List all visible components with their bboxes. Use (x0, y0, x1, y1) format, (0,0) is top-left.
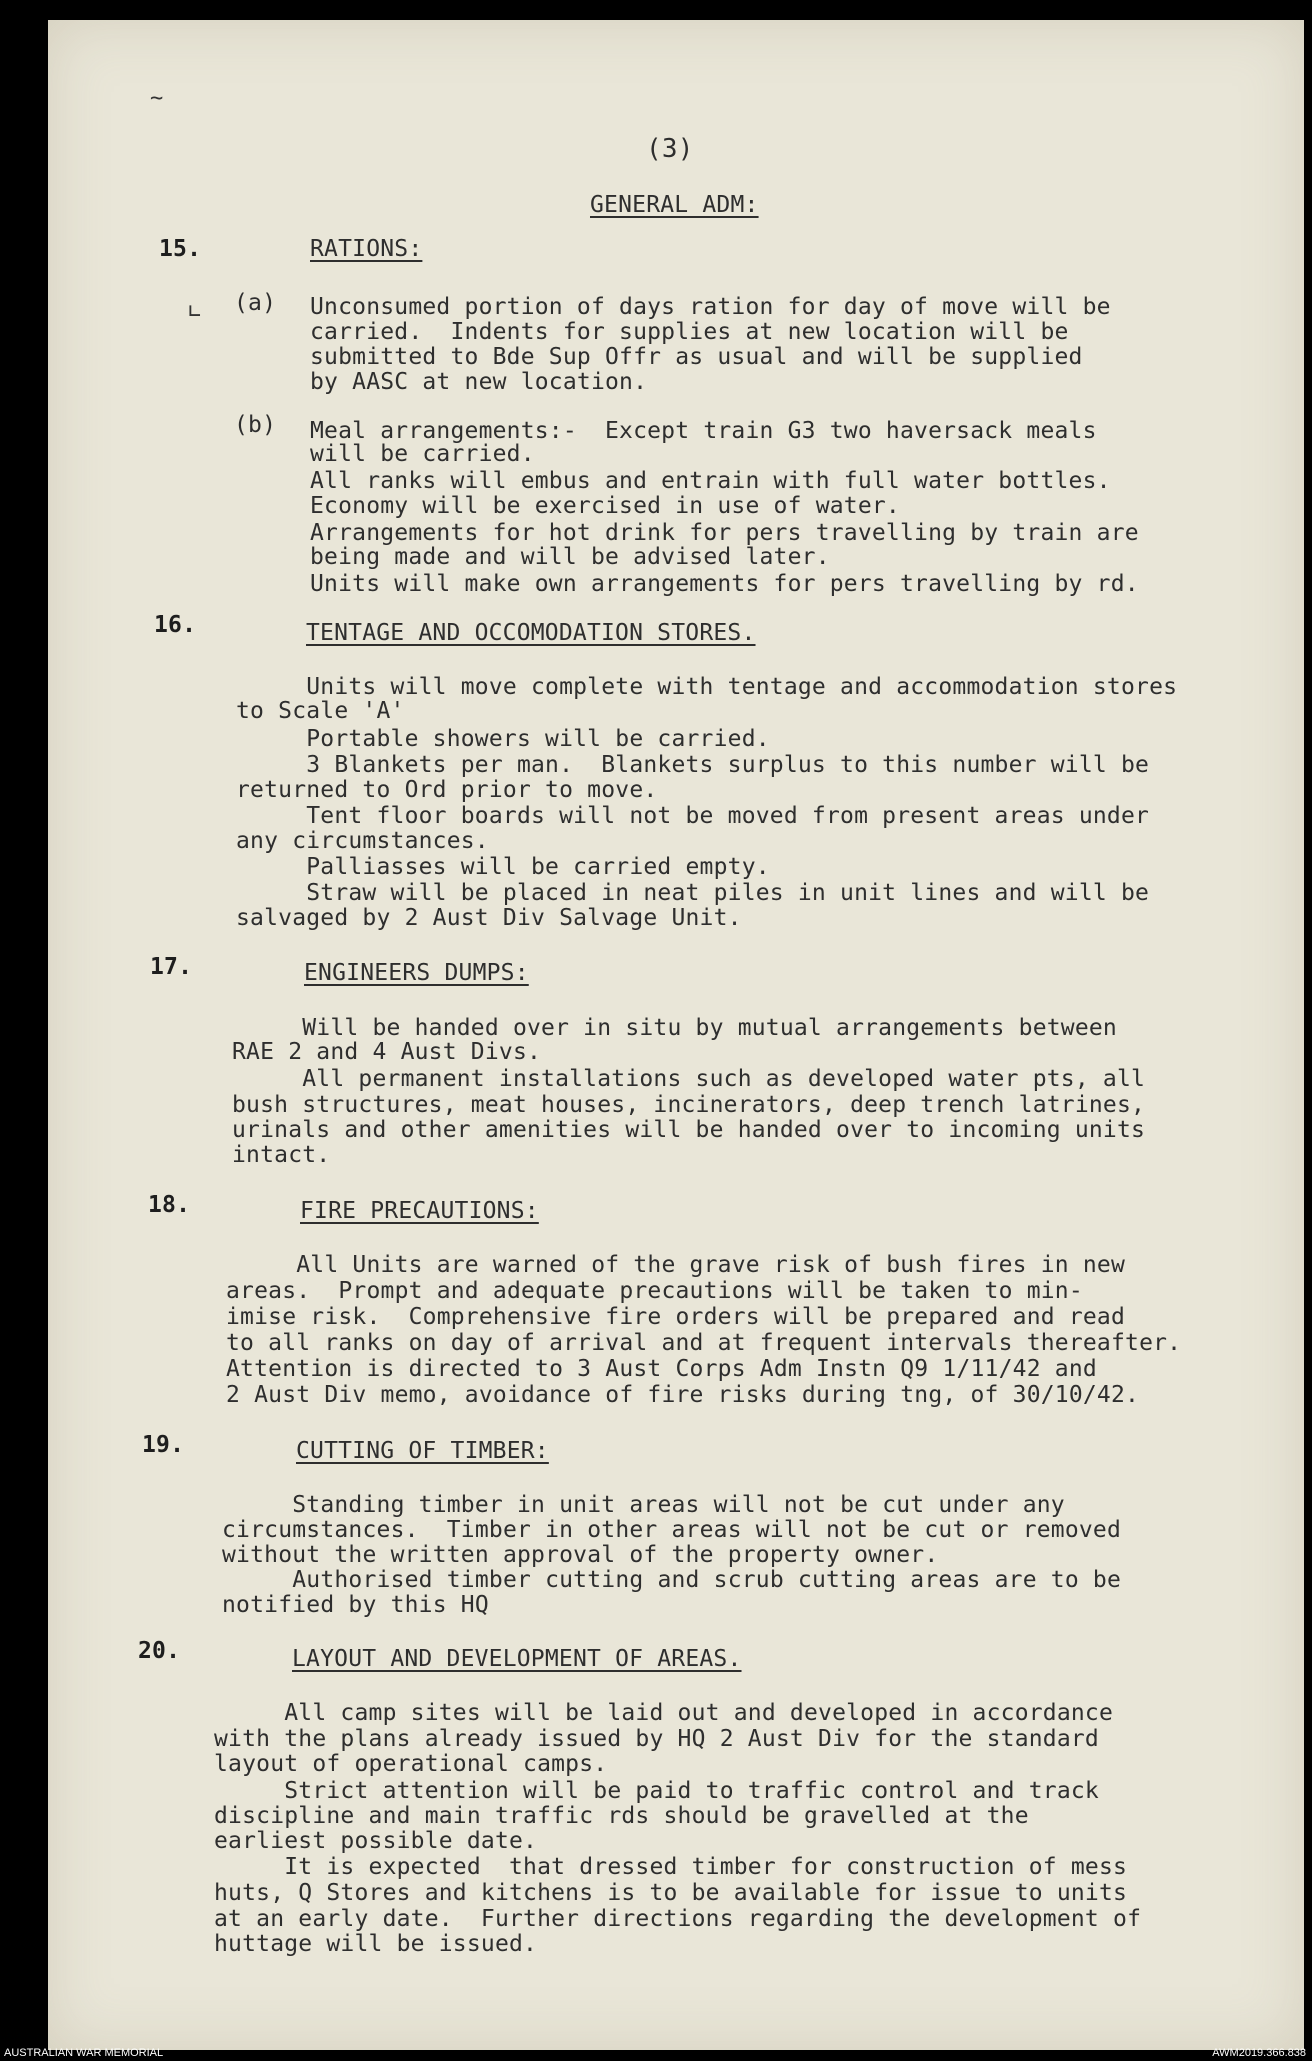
section-heading: LAYOUT AND DEVELOPMENT OF AREAS. (292, 1646, 742, 1672)
text-line: circumstances. Timber in other areas will not be cut or removed (222, 1517, 1122, 1543)
text-line: Tent floor boards will not be moved from present areas under (236, 803, 1150, 829)
text-line: Standing timber in unit areas will not be cut under any (222, 1492, 1065, 1518)
section-heading: TENTAGE AND OCCOMODATION STORES. (306, 620, 756, 646)
text-line: All permanent installations such as developed water pts, all (232, 1066, 1146, 1092)
text-line: Arrangements for hot drink for pers travelling by train are (310, 520, 1139, 546)
text-line: 2 Aust Div memo, avoidance of fire risks during tng, of 30/10/42. (226, 1382, 1140, 1408)
text-line: at an early date. Further directions regarding the development of (214, 1906, 1142, 1932)
text-line: RAE 2 and 4 Aust Divs. (232, 1039, 542, 1065)
text-line: Strict attention will be paid to traffic control and track (214, 1778, 1099, 1804)
text-line: intact. (232, 1142, 331, 1168)
footer-accession-number: AWM2019.366.838 (1212, 2047, 1306, 2059)
pencil-mark-icon: ~ (150, 86, 164, 111)
text-line: Units will move complete with tentage and accommodation stores (236, 674, 1178, 700)
text-line: returned to Ord prior to move. (236, 777, 658, 803)
text-line: by AASC at new location. (310, 369, 648, 395)
page-title: GENERAL ADM: (590, 192, 759, 218)
text-line: submitted to Bde Sup Offr as usual and will be supplied (310, 344, 1083, 370)
text-line: Unconsumed portion of days ration for day of move will be (310, 294, 1111, 320)
text-line: imise risk. Comprehensive fire orders will be prepared and read (226, 1304, 1126, 1330)
text-line: will be carried. (310, 441, 535, 467)
text-line: Portable showers will be carried. (236, 726, 770, 752)
text-line: All Units are warned of the grave risk of bush fires in new (226, 1252, 1126, 1278)
text-line: with the plans already issued by HQ 2 Aust Div for the standard (214, 1726, 1099, 1752)
section-number: 16. (154, 612, 197, 638)
text-line: huts, Q Stores and kitchens is to be available for issue to units (214, 1880, 1128, 1906)
text-line: Authorised timber cutting and scrub cutting areas are to be (222, 1567, 1122, 1593)
text-line: urinals and other amenities will be handed over to incoming units (232, 1117, 1146, 1143)
pencil-mark-icon: ∟ (188, 300, 202, 325)
text-line: discipline and main traffic rds should be gravelled at the (214, 1803, 1029, 1829)
section-number: 20. (138, 1638, 181, 1664)
text-line: All camp sites will be laid out and developed in accordance (214, 1700, 1114, 1726)
subsection-marker: (a) (234, 290, 277, 316)
text-line: earliest possible date. (214, 1828, 538, 1854)
text-line: to all ranks on day of arrival and at frequent intervals thereafter. (226, 1330, 1182, 1356)
text-line: areas. Prompt and adequate precautions will be taken to min- (226, 1278, 1083, 1304)
section-number: 17. (150, 954, 193, 980)
page-number: (3) (646, 134, 694, 164)
text-line: Palliasses will be carried empty. (236, 854, 770, 880)
subsection-marker: (b) (234, 412, 277, 438)
section-number: 15. (159, 236, 202, 262)
text-line: 3 Blankets per man. Blankets surplus to this number will be (236, 752, 1150, 778)
text-line: huttage will be issued. (214, 1931, 538, 1957)
text-line: Straw will be placed in neat piles in unit lines and will be (236, 880, 1150, 906)
text-line: layout of operational camps. (214, 1751, 608, 1777)
text-line: notified by this HQ (222, 1592, 489, 1618)
document-page (48, 20, 1304, 2050)
text-line: Economy will be exercised in use of water. (310, 493, 900, 519)
footer-credit: AUSTRALIAN WAR MEMORIAL (4, 2047, 164, 2059)
text-line: Units will make own arrangements for pers travelling by rd. (310, 571, 1139, 597)
text-line: Meal arrangements:- Except train G3 two haversack meals (310, 418, 1097, 444)
section-heading: CUTTING OF TIMBER: (296, 1438, 549, 1464)
text-line: any circumstances. (236, 828, 489, 854)
text-line: It is expected that dressed timber for construction of mess (214, 1854, 1128, 1880)
text-line: Will be handed over in situ by mutual arrangements between (232, 1015, 1117, 1041)
text-line: Attention is directed to 3 Aust Corps Adm Instn Q9 1/11/42 and (226, 1356, 1097, 1382)
text-line: All ranks will embus and entrain with full water bottles. (310, 468, 1111, 494)
section-heading: RATIONS: (310, 236, 423, 262)
text-line: carried. Indents for supplies at new location will be (310, 319, 1069, 345)
text-line: without the written approval of the property owner. (222, 1542, 939, 1568)
section-number: 18. (148, 1192, 191, 1218)
text-line: to Scale 'A' (236, 698, 405, 724)
text-line: bush structures, meat houses, incinerators, deep trench latrines, (232, 1092, 1146, 1118)
text-line: salvaged by 2 Aust Div Salvage Unit. (236, 905, 742, 931)
section-heading: FIRE PRECAUTIONS: (300, 1198, 539, 1224)
section-number: 19. (142, 1432, 185, 1458)
text-line: being made and will be advised later. (310, 544, 830, 570)
section-heading: ENGINEERS DUMPS: (304, 960, 529, 986)
